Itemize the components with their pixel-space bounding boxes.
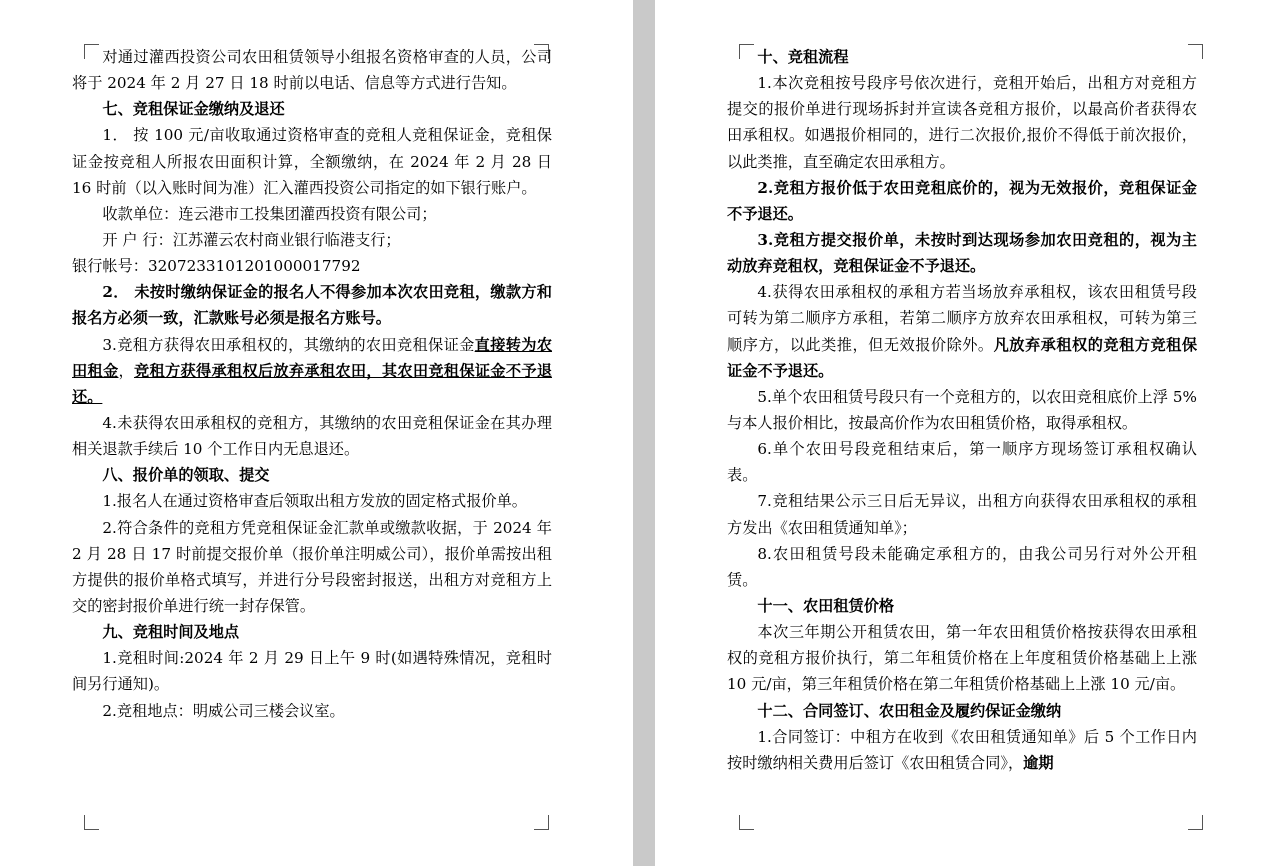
text-run: 1.本次竞租按号段序号依次进行，竞租开始后，出租方对竞租方提交的报价单进行现场拆封并宣读各竞租方报价，以最高价者获得农田承租权。如遇报价相同的，进行二次报价,报价不得低于前次报价，以此类推，直至确定农田承租方。 [727,74,1197,171]
crop-mark-bottom-left [739,815,754,830]
text-run: 2.竞租方报价低于农田竞租底价的，视为无效报价，竞租保证金不予退还。 [727,178,1197,223]
text-run: 收款单位：连云港市工投集团灌西投资有限公司； [102,204,437,223]
body-paragraph [727,724,1197,776]
text-run: 九、竞租时间及地点 [102,623,240,642]
body-paragraph [727,70,1197,175]
text-run: 十二、合同签订、农田租金及履约保证金缴纳 [757,701,1062,720]
text-run: 对通过灌西投资公司农田租赁领导小组报名资格审查的人员，公司将于 2024 年 2 月 27 日 18 时前以电话、信息等方式进行告知。 [72,48,552,93]
page-left-text-column [72,44,552,724]
page-left [0,0,633,866]
text-run: 2． [102,283,135,302]
text-run: 本次三年期公开租赁农田，第一年农田租赁价格按获得农田承租权的竞租方报价执行，第二年租赁价格在上年度租赁价格基础上上涨 10 元/亩，第三年租赁价格在第二年租赁价格基础上上涨 10 元/亩。 [727,623,1197,694]
text-run: 3.竞租方获得农田承租权的，其缴纳的农田竞租保证金 [102,335,475,354]
text-run: 八、报价单的领取、提交 [102,466,270,485]
text-run: 6.单个农田号段竞租结束后，第一顺序方现场签订承租权确认表。 [727,440,1197,485]
body-paragraph [72,332,552,410]
text-run: 十一、农田租赁价格 [757,596,895,615]
text-run: 七、竞租保证金缴纳及退还 [102,100,285,119]
text-run: 未按时缴纳保证金的报名人不得参加本次农田竞租，缴款方和报名方必须一致，汇款账号必须是报名方账号。 [72,283,552,328]
section-heading [72,619,552,645]
text-run: 5.单个农田租赁号段只有一个竞租方的，以农田竞租底价上浮 5%与本人报价相比，按最高价作为农田租赁价格，取得承租权。 [727,387,1197,432]
body-paragraph [727,279,1197,384]
section-heading [727,593,1197,619]
text-run: 2.竞租地点：明威公司三楼会议室。 [102,701,345,720]
text-run: 2.符合条件的竞租方凭竞租保证金汇款单或缴款收据，于 2024 年 2 月 28 日 17 时前提交报价单（报价单注明威公司），报价单需按出租方提供的报价单格式填写，并进行分号段密封报送，出租方对竞租方上交的密封报价单进行统一封存保管。 [72,518,552,615]
text-run: 1.合同签订：中租方在收到《农田租赁通知单》后 5 个工作日内按时缴纳相关费用后签订《农田租赁合同》， [727,727,1197,772]
body-paragraph [727,619,1197,697]
page-gutter [633,0,655,866]
body-paragraph [72,122,552,200]
section-heading [727,44,1197,70]
text-run: 7.竞租结果公示三日后无异议，出租方向获得农田承租权的承租方发出《农田租赁通知单》； [727,492,1197,537]
text-run: 4.获得农田承租权的承租方若当场放弃承租权，该农田租赁号段可转为第二顺序方承租，若第二顺序方放弃农田承租权，可转为第三顺序方，以此类推，但无效报价除外。 [727,283,1197,354]
text-run: 开 户 行：江苏灌云农村商业银行临港支行； [102,230,401,249]
body-paragraph [72,410,552,462]
body-paragraph [72,253,552,279]
text-run: ， [118,361,134,380]
text-run: 8.农田租赁号段未能确定承租方的，由我公司另行对外公开租赁。 [727,544,1197,589]
text-run: 凡放弃承租权的竞租方竞租保证金不予退还。 [727,335,1198,380]
page-right [655,0,1287,866]
text-run: 逾期 [1023,753,1054,772]
text-run: 1.报名人在通过资格审查后领取出租方发放的固定格式报价单。 [102,492,527,511]
text-run: 竞租方获得承租权后放弃承租农田，其农田竞租保证金不予退还。 [72,361,553,406]
body-paragraph [72,488,552,514]
text-run: 1.竞租时间:2024 年 2 月 29 日上午 9 时(如遇特殊情况，竞租时间另行通知)。 [72,649,552,694]
crop-mark-bottom-right [1188,815,1203,830]
section-heading [72,462,552,488]
body-paragraph [72,515,552,620]
body-paragraph [72,44,552,96]
crop-mark-bottom-left [84,815,99,830]
body-paragraph [727,541,1197,593]
text-run: 银行帐号：320723310120100001779 [72,257,351,276]
text-run: 十、竞租流程 [757,48,849,66]
section-heading [72,96,552,122]
body-paragraph [727,175,1197,227]
body-paragraph [72,227,552,253]
body-paragraph [72,698,552,724]
body-paragraph [72,645,552,697]
text-run: 直接转为农田租金 [72,335,553,380]
section-heading [727,698,1197,724]
body-paragraph [72,279,552,331]
page-right-text-column [727,44,1197,776]
body-paragraph [727,436,1197,488]
crop-mark-bottom-right [534,815,549,830]
text-run: 2 [350,257,361,276]
text-run: 4.未获得农田承租权的竞租方，其缴纳的农田竞租保证金在其办理相关退款手续后 10 个工作日内无息退还。 [72,413,552,459]
body-paragraph [727,384,1197,436]
text-run: 1． 按 100 元/亩收取通过资格审查的竞租人竞租保证金，竞租保证金按竞租人所报农田面积计算，全额缴纳，在 2024 年 2 月 28 日 16 时前（以入账时间为准）汇入灌西投资公司指定的如下银行账户。 [72,126,552,197]
body-paragraph [727,227,1197,279]
body-paragraph [727,488,1197,540]
text-run: 3.竞租方提交报价单，未按时到达现场参加农田竞租的，视为主动放弃竞租权，竞租保证金不予退还。 [727,230,1197,276]
body-paragraph [72,201,552,227]
